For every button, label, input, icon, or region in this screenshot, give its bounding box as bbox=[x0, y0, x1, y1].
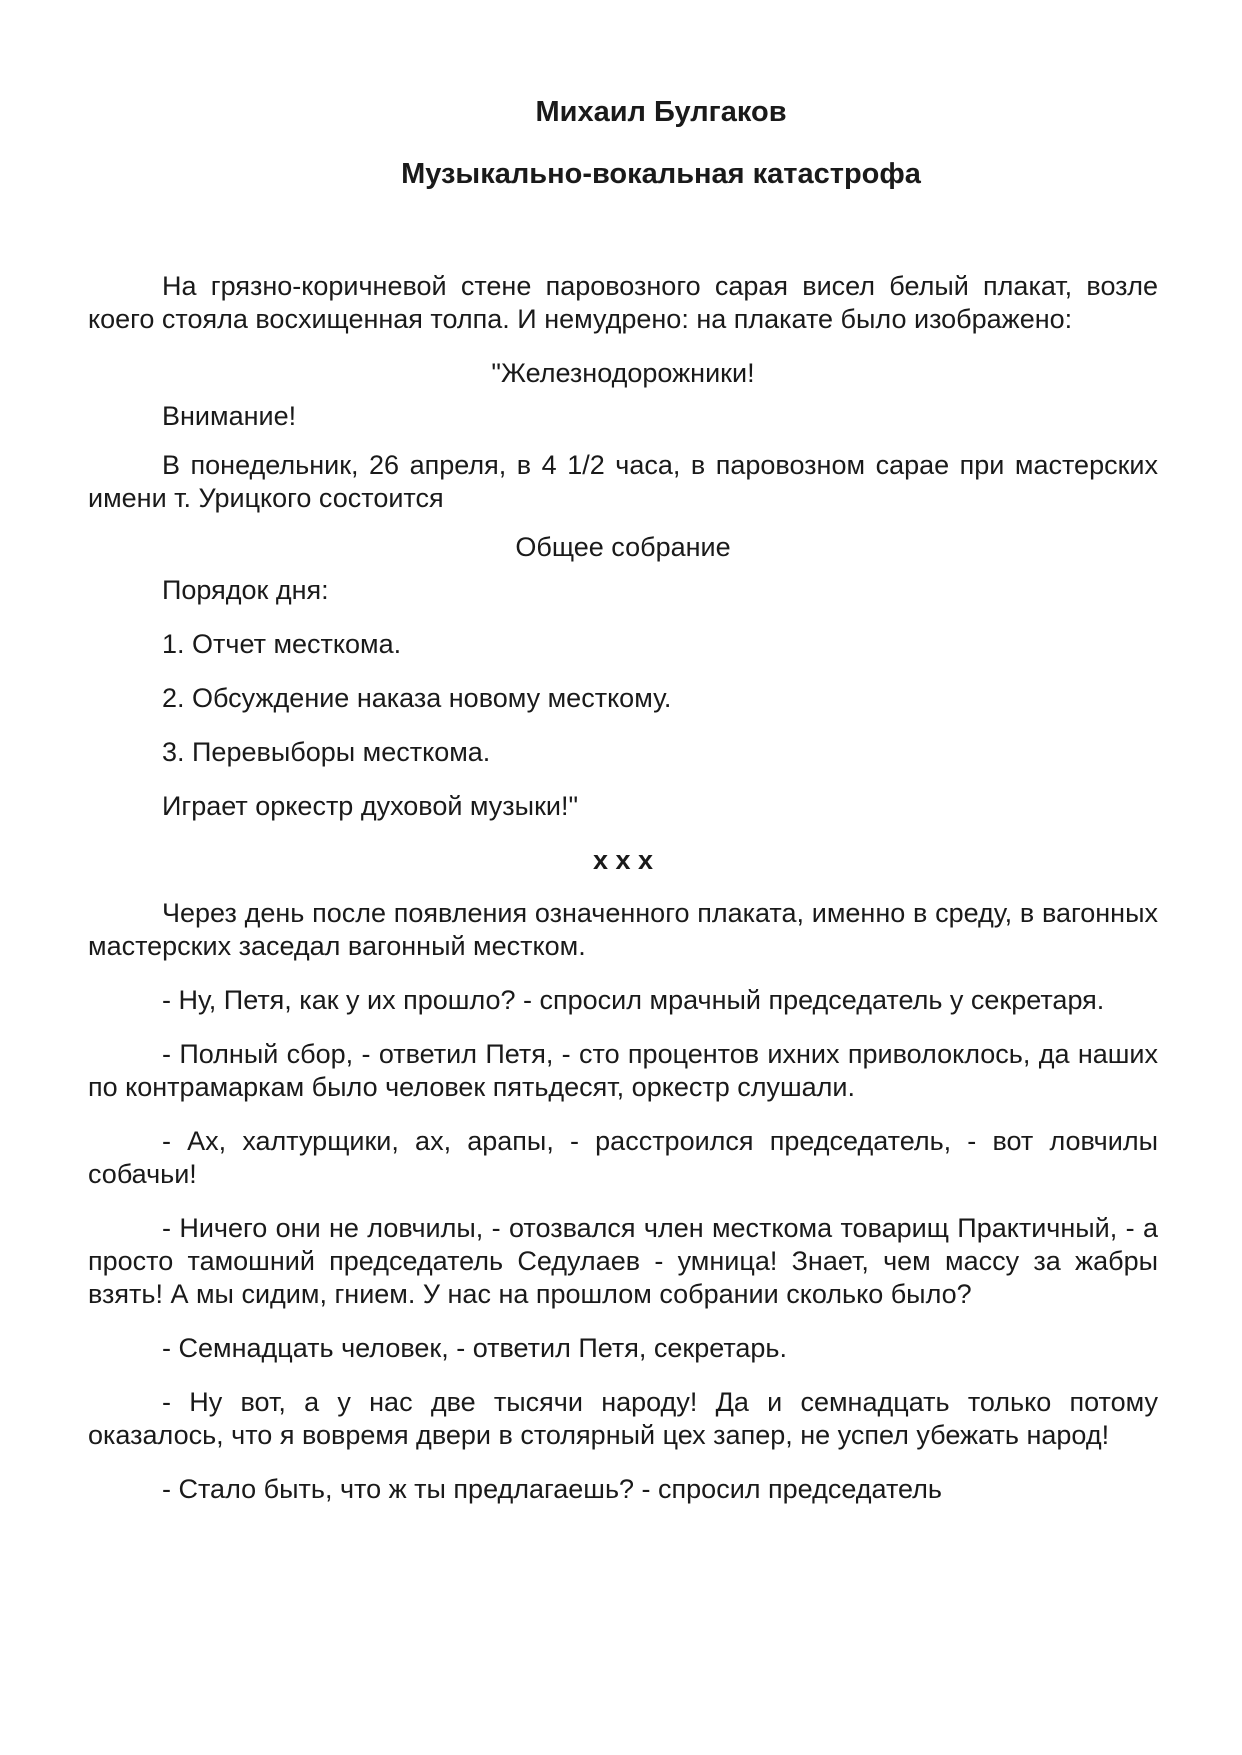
poster-attention: Внимание! bbox=[162, 401, 297, 431]
poster-heading: "Железнодорожники! bbox=[491, 358, 755, 388]
paragraph-wednesday: Через день после появления означенного плаката, именно в среду, в вагонных мастерских заседал вагонный местком. bbox=[88, 898, 1158, 961]
dialogue-chairman-final: - Стало быть, что ж ты предлагаешь? - спросил председатель bbox=[162, 1474, 942, 1504]
author-name: Михаил Булгаков bbox=[535, 96, 787, 128]
dialogue-chairman-question: - Ну, Петя, как у их прошло? - спросил мрачный председатель у секретаря. bbox=[162, 985, 1105, 1015]
poster-orchestra: Играет оркестр духовой музыки!" bbox=[162, 791, 579, 821]
poster-meeting: Общее собрание bbox=[515, 532, 731, 562]
dialogue-petya-count: - Семнадцать человек, - ответил Петя, секретарь. bbox=[162, 1333, 787, 1363]
dialogue-chairman-upset: - Ах, халтурщики, ах, арапы, - расстроился председатель, - вот ловчилы собачьи! bbox=[88, 1126, 1158, 1189]
section-separator: x x x bbox=[592, 845, 654, 875]
dialogue-praktichny-2: - Ну вот, а у нас две тысячи народу! Да и семнадцать только потому оказалось, что я вовремя двери в столярный цех запер, не успел убежать народ! bbox=[88, 1387, 1158, 1450]
poster-agenda: Порядок дня: bbox=[162, 575, 329, 605]
agenda-item-3: 3. Перевыборы месткома. bbox=[162, 737, 491, 767]
agenda-item-1: 1. Отчет месткома. bbox=[162, 629, 402, 659]
dialogue-petya-answer: - Полный сбор, - ответил Петя, - сто процентов ихних приволоклось, да наших по контрамаркам было человек пятьдесят, оркестр слушали. bbox=[88, 1039, 1158, 1102]
story-text bbox=[88, 270, 1158, 1527]
dialogue-praktichny: - Ничего они не ловчилы, - отозвался член месткома товарищ Практичный, - а просто тамошний председатель Седулаев - умница! Знает, чем массу за жабры взять! А мы сидим, гнием. У нас на прошлом собрании сколько было? bbox=[88, 1213, 1158, 1309]
agenda-item-2: 2. Обсуждение наказа новому месткому. bbox=[162, 683, 672, 713]
paragraph-intro: На грязно-коричневой стене паровозного сарая висел белый плакат, возле коего стояла восхищенная толпа. И немудрено: на плакате было изображено: bbox=[88, 271, 1158, 334]
poster-when: В понедельник, 26 апреля, в 4 1/2 часа, в паровозном сарае при мастерских имени т. Урицкого состоится bbox=[88, 450, 1158, 513]
story-title: Музыкально-вокальная катастрофа bbox=[401, 158, 921, 190]
